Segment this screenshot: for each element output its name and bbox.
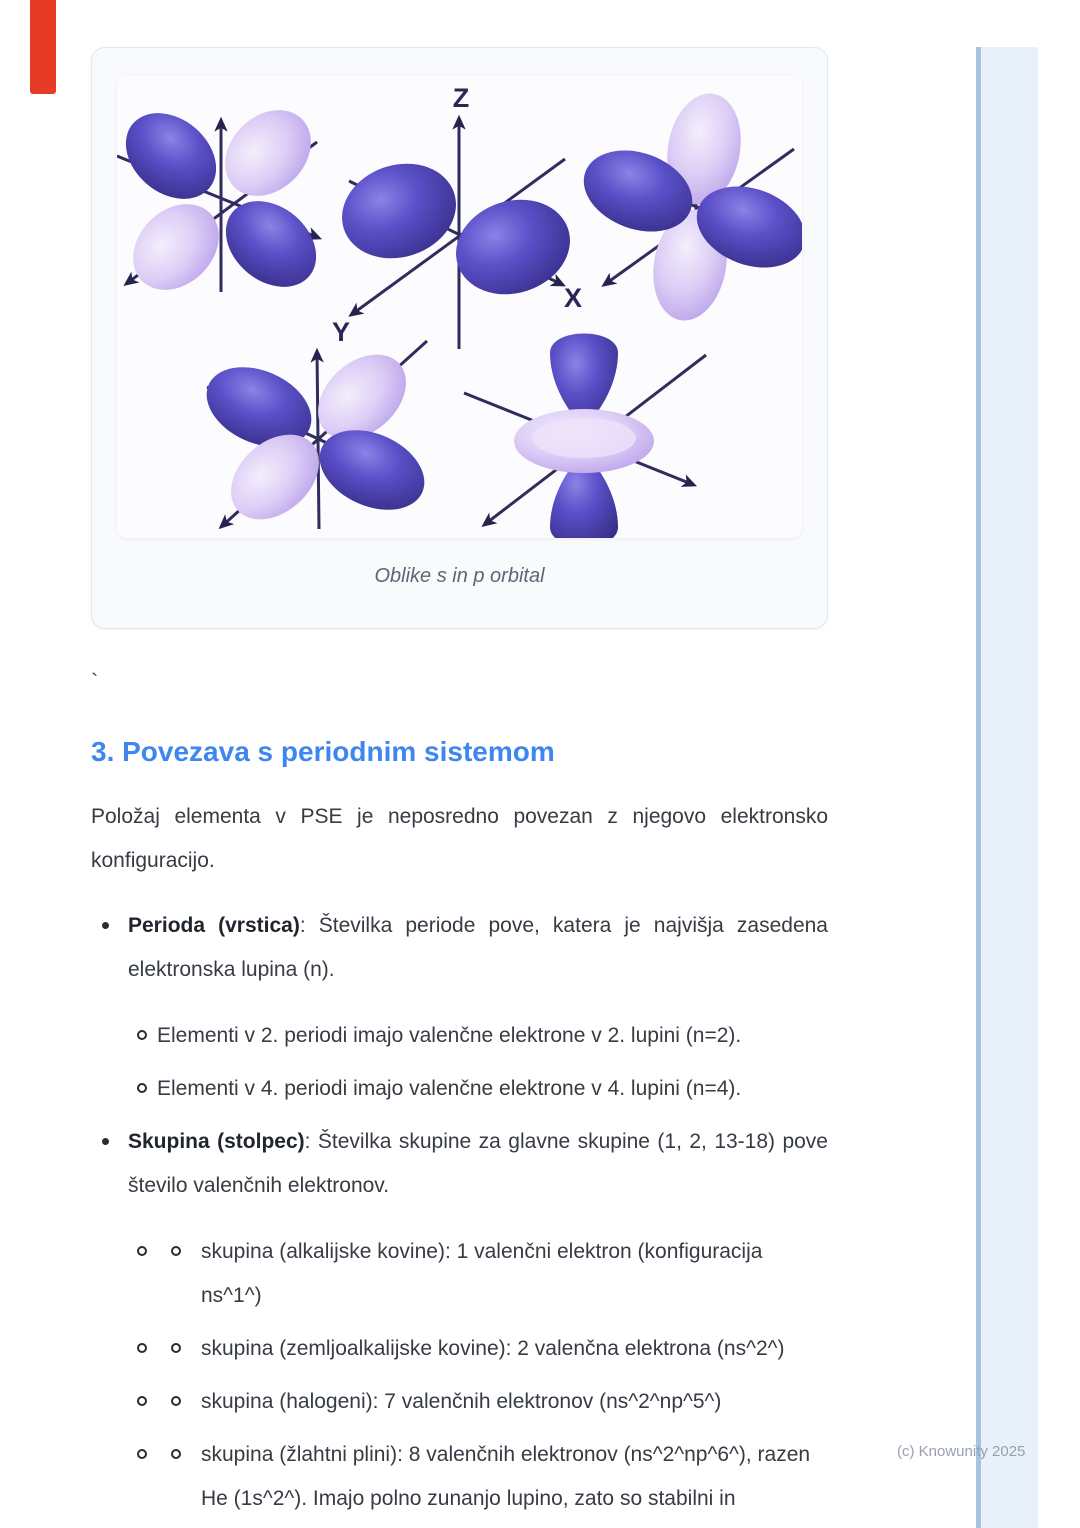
sub-list-item	[137, 1380, 828, 1424]
section-heading: 3. Povezava s periodnim sistemom	[91, 736, 555, 767]
sub-list	[137, 1014, 828, 1111]
circle-marker	[137, 1396, 147, 1406]
footer-copyright: (c) Knowunity 2025	[897, 1443, 1026, 1460]
sub-list	[137, 1230, 828, 1521]
list-item-text	[128, 904, 828, 992]
side-stripe	[976, 47, 1038, 1528]
list-item-rest: : Številka skupine za glavne skupine (1, 2, 13-18) pove število valenčnih elektronov.	[128, 1130, 828, 1197]
axis-label-x: X	[563, 283, 583, 313]
list-item-lead: Skupina (stolpec)	[128, 1130, 305, 1153]
red-marker	[30, 0, 56, 94]
orbitals-figure	[117, 76, 802, 538]
circle-marker	[137, 1449, 147, 1459]
sub-list-item	[137, 1230, 828, 1318]
bullet-disc-marker	[102, 1138, 109, 1145]
sub-list-item	[137, 1433, 828, 1521]
sub-list-item	[137, 1067, 828, 1111]
list-item	[91, 1120, 828, 1208]
list-item-text	[128, 1120, 828, 1208]
sub-item-text: skupina (halogeni): 7 valenčnih elektronov (ns^2^np^5^)	[201, 1390, 722, 1413]
figure-card	[91, 47, 828, 629]
stray-backtick: `	[91, 669, 99, 694]
intro-paragraph: Položaj elementa v PSE je neposredno povezan z njegovo elektronsko konfiguracijo.	[91, 805, 828, 872]
list-item-lead: Perioda (vrstica)	[128, 914, 300, 937]
circle-marker	[137, 1030, 147, 1040]
list-item	[91, 904, 828, 992]
orbital-p	[330, 83, 583, 349]
axis-label-z: Z	[452, 83, 470, 113]
sub-list-item	[137, 1327, 828, 1371]
figure-panel	[117, 76, 802, 538]
bullet-list	[91, 904, 828, 1521]
circle-marker	[137, 1343, 147, 1353]
circle-marker	[171, 1449, 181, 1459]
circle-marker	[171, 1396, 181, 1406]
sub-item-text: skupina (alkalijske kovine): 1 valenčni elektron (konfiguracija ns^1^)	[201, 1240, 763, 1307]
sub-item-text: skupina (zemljoalkalijske kovine): 2 valenčna elektrona (ns^2^)	[201, 1337, 785, 1360]
sub-item-text: skupina (žlahtni plini): 8 valenčnih elektronov (ns^2^np^6^), razen He (1s^2^). Imajo polno zunanjo lupino, zato so stabilni in	[201, 1443, 811, 1510]
list-item-rest: : Številka periode pove, katera je najvišja zasedena elektronska lupina (n).	[128, 914, 828, 981]
circle-marker	[137, 1083, 147, 1093]
circle-marker	[171, 1246, 181, 1256]
sub-item-text: Elementi v 2. periodi imajo valenčne elektrone v 2. lupini (n=2).	[157, 1024, 742, 1047]
sub-item-text: Elementi v 4. periodi imajo valenčne elektrone v 4. lupini (n=4).	[157, 1077, 742, 1100]
sub-list-item	[137, 1014, 828, 1058]
orbital-d-cross	[572, 88, 802, 327]
page-content	[91, 47, 828, 1528]
axis-label-y: Y	[331, 317, 351, 347]
figure-caption: Oblike s in p orbital	[374, 565, 545, 587]
bullet-disc-marker	[102, 922, 109, 929]
circle-marker	[171, 1343, 181, 1353]
circle-marker	[137, 1246, 147, 1256]
orbital-dz2	[464, 334, 706, 539]
orbital-d-diagonal	[117, 93, 333, 307]
orbital-d-clover	[194, 338, 437, 537]
